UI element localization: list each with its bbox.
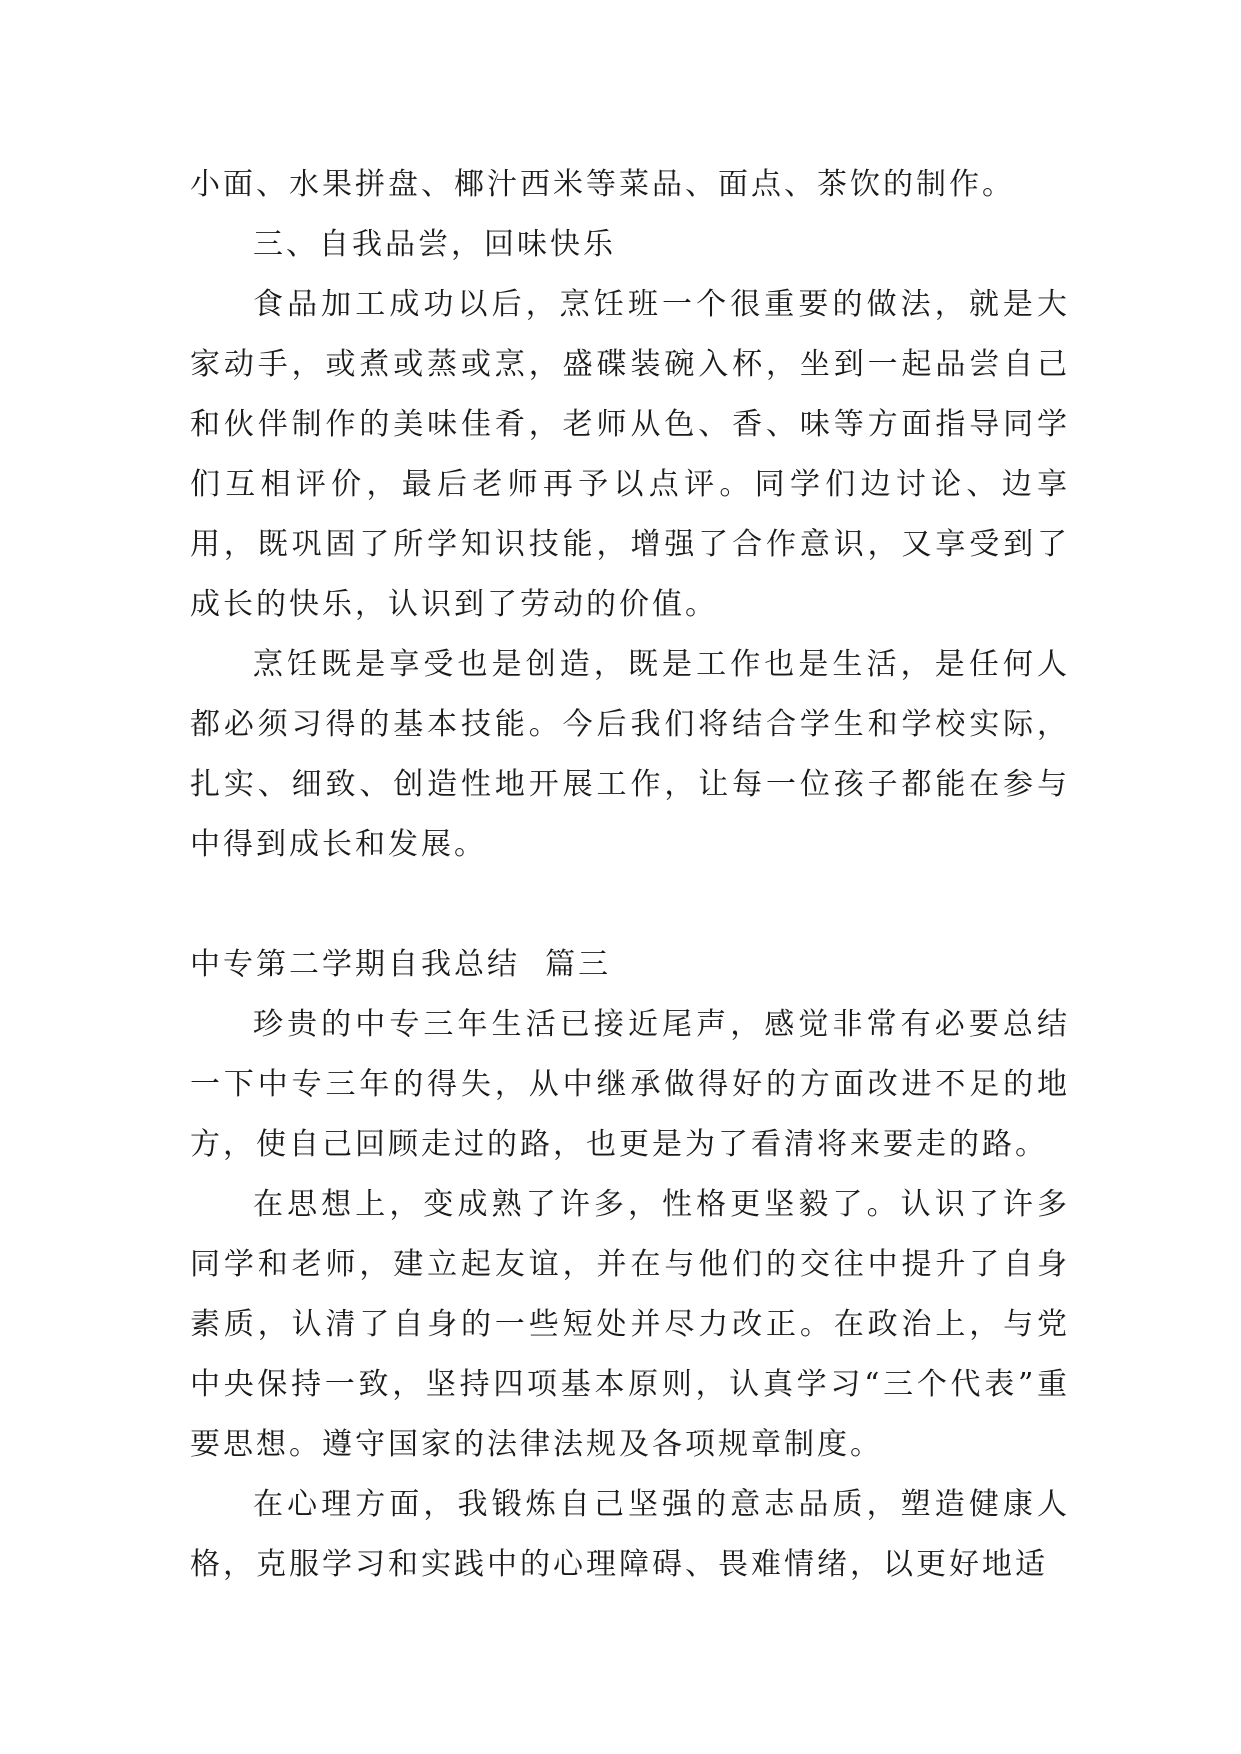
paragraph-cooking-skill: 烹饪既是享受也是创造，既是工作也是生活，是任何人都必须习得的基本技能。今后我们将结合学生和学校实际，扎实、细致、创造性地开展工作，让每一位孩子都能在参与中得到成长和发展。 (190, 647, 1070, 862)
section-gap (190, 875, 1070, 935)
paragraph-thought: 在思想上，变成熟了许多，性格更坚毅了。认识了许多同学和老师，建立起友谊，并在与他们的交往中提升了自身素质，认清了自身的一些短处并尽力改正。在政治上，与党中央保持一致，坚持四项基本原则，认真学习“三个代表”重要思想。遵守国家的法律法规及各项规章制度。 (190, 1187, 1070, 1462)
subheading-self-tasting: 三、自我品尝，回味快乐 (253, 227, 616, 262)
document-body (190, 155, 1070, 1595)
section-title: 中专第二学期自我总结 篇三 (190, 947, 612, 982)
paragraph-continuation: 小面、水果拼盘、椰汁西米等菜品、面点、茶饮的制作。 (190, 167, 1015, 202)
paragraph-intro: 珍贵的中专三年生活已接近尾声，感觉非常有必要总结一下中专三年的得失，从中继承做得好的方面改进不足的地方，使自己回顾走过的路，也更是为了看清将来要走的路。 (190, 1007, 1070, 1162)
paragraph-psychology: 在心理方面，我锻炼自己坚强的意志品质，塑造健康人格，克服学习和实践中的心理障碍、畏难情绪，以更好地适 (190, 1487, 1070, 1582)
paragraph-tasting: 食品加工成功以后，烹饪班一个很重要的做法，就是大家动手，或煮或蒸或烹，盛碟装碗入杯，坐到一起品尝自己和伙伴制作的美味佳肴，老师从色、香、味等方面指导同学们互相评价，最后老师再予以点评。同学们边讨论、边享用，既巩固了所学知识技能，增强了合作意识，又享受到了成长的快乐，认识到了劳动的价值。 (190, 287, 1070, 622)
